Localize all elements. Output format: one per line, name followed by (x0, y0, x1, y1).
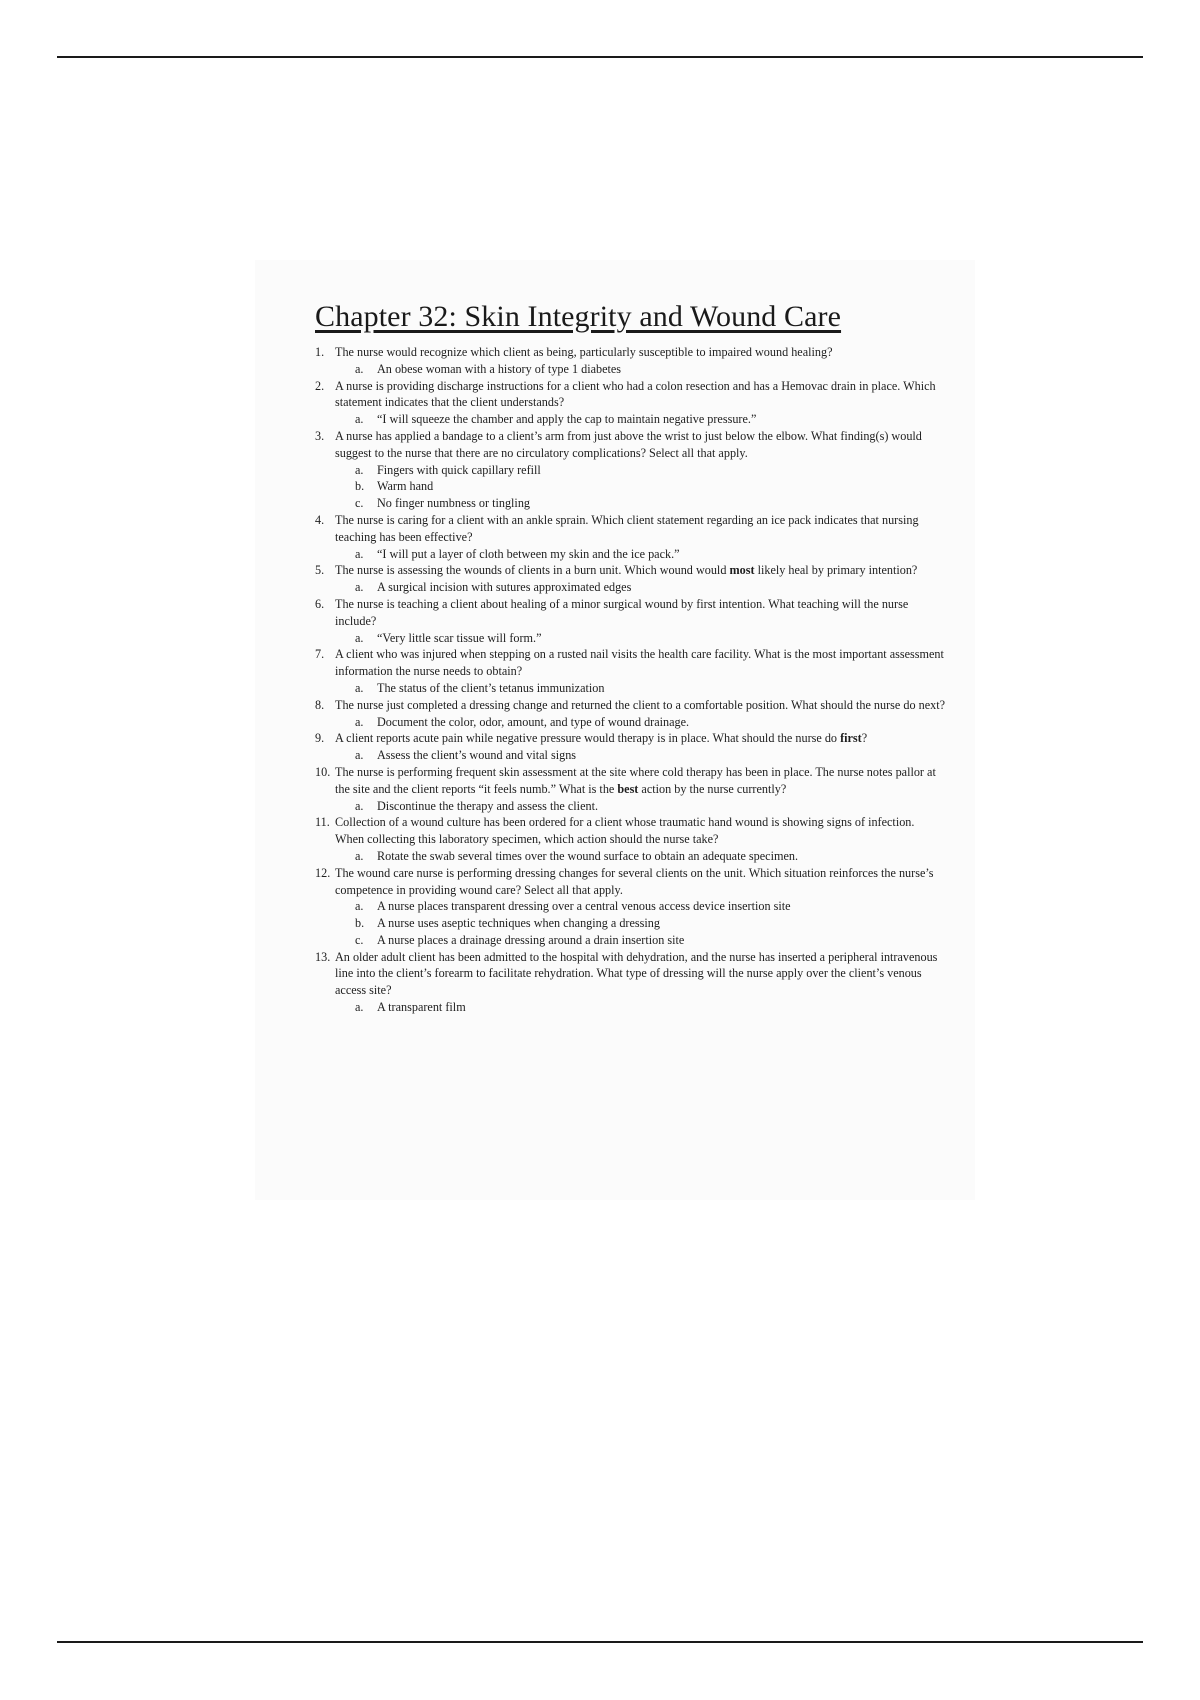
question-item (315, 730, 945, 764)
answer-item (355, 999, 945, 1016)
question-text: The nurse just completed a dressing change and returned the client to a comfortable position. What should the nurse do next? (335, 697, 945, 712)
answer-item (355, 680, 945, 697)
answer-text: A nurse places transparent dressing over a central venous access device insertion site (377, 899, 791, 914)
answer-text: Fingers with quick capillary refill (377, 462, 541, 477)
question-number: 10. (315, 764, 331, 779)
question-number: 12. (315, 865, 331, 880)
question-emphasis: first (840, 731, 862, 746)
question-text-part: The nurse is assessing the wounds of clients in a burn unit. Which wound would (335, 563, 730, 578)
answer-label: a. (355, 361, 364, 376)
answer-label: a. (355, 1000, 364, 1015)
question-text: The wound care nurse is performing dressing changes for several clients on the unit. Which situation reinforces the nurse’s competence in providing wound care? Select all that apply. (335, 865, 934, 897)
document-page-image (255, 260, 975, 1200)
answer-item (355, 915, 945, 932)
answer-label: c. (355, 496, 364, 511)
question-text-part: A client reports acute pain while negative pressure would therapy is in place. What should the nurse do (335, 731, 841, 746)
answer-label: a. (355, 412, 364, 427)
question-text-part: action by the nurse currently? (638, 781, 787, 796)
answer-item (355, 714, 945, 731)
answer-label: a. (355, 680, 364, 695)
question-text: The nurse would recognize which client as being, particularly susceptible to impaired wound healing? (335, 345, 833, 359)
question-number: 5. (315, 563, 325, 578)
question-item (315, 428, 945, 512)
question-text: A nurse has applied a bandage to a client’s arm from just above the wrist to just below the elbow. What finding(s) would suggest to the nurse that there are no circulatory complications? Select all that apply. (335, 428, 922, 460)
answer-text: Discontinue the therapy and assess the client. (377, 798, 599, 813)
question-text-part: ? (861, 731, 868, 746)
answer-text: A transparent film (377, 1000, 466, 1015)
answer-text: A nurse uses aseptic techniques when changing a dressing (377, 916, 660, 931)
question-text: A client who was injured when stepping on a rusted nail visits the health care facility. What is the most important assessment information the nurse needs to obtain? (335, 647, 944, 679)
answer-label: a. (355, 714, 364, 729)
answer-label: a. (355, 848, 364, 863)
answer-item (355, 361, 945, 378)
answer-label: a. (355, 798, 364, 813)
answer-list (335, 630, 945, 647)
question-item (315, 814, 945, 864)
answer-item (355, 579, 945, 596)
answer-item (355, 798, 945, 815)
answer-label: b. (355, 916, 365, 931)
answer-text: A nurse places a drainage dressing around a drain insertion site (377, 932, 685, 947)
answer-text: Warm hand (377, 479, 434, 494)
question-text-part: The nurse is performing frequent skin assessment at the site where cold therapy has been in place. The nurse notes pallor at the site and the client reports “it feels numb.” What is the (335, 764, 936, 796)
question-item (315, 697, 945, 731)
answer-text: No finger numbness or tingling (377, 496, 531, 511)
answer-label: a. (355, 462, 364, 477)
question-list (315, 344, 945, 1016)
answer-label: a. (355, 899, 364, 914)
question-text: A nurse is providing discharge instructions for a client who had a colon resection and has a Hemovac drain in place. Which statement indicates that the client understands? (335, 378, 936, 410)
answer-item (355, 462, 945, 479)
answer-text: A surgical incision with sutures approximated edges (377, 580, 632, 595)
answer-item (355, 478, 945, 495)
answer-item (355, 848, 945, 865)
answer-label: c. (355, 932, 364, 947)
question-text (335, 730, 945, 747)
question-number: 2. (315, 378, 325, 393)
answer-list (335, 411, 945, 428)
question-item (315, 344, 945, 378)
answer-text: “I will squeeze the chamber and apply the cap to maintain negative pressure.” (377, 412, 757, 427)
answer-item (355, 495, 945, 512)
question-text: The nurse is teaching a client about healing of a minor surgical wound by first intention. What teaching will the nurse include? (335, 596, 909, 628)
question-text (335, 764, 945, 798)
document-content (315, 300, 945, 1016)
question-item (315, 512, 945, 562)
answer-list (335, 999, 945, 1016)
answer-list (335, 546, 945, 563)
answer-label: a. (355, 580, 364, 595)
question-number: 7. (315, 647, 325, 662)
question-emphasis: most (729, 563, 755, 578)
answer-item (355, 898, 945, 915)
answer-text: Assess the client’s wound and vital signs (377, 748, 577, 763)
answer-list (335, 714, 945, 731)
answer-item (355, 747, 945, 764)
answer-list (335, 798, 945, 815)
answer-list (335, 898, 945, 948)
answer-list (335, 848, 945, 865)
question-text-part: likely heal by primary intention? (754, 563, 918, 578)
answer-label: b. (355, 479, 365, 494)
question-number: 6. (315, 596, 325, 611)
question-item (315, 949, 945, 1016)
question-number: 9. (315, 731, 325, 746)
answer-text: An obese woman with a history of type 1 diabetes (377, 361, 622, 376)
bottom-divider (57, 1641, 1143, 1643)
question-text: The nurse is caring for a client with an ankle sprain. Which client statement regarding an ice pack indicates that nursing teaching has been effective? (335, 512, 919, 544)
question-number: 11. (315, 815, 330, 830)
question-text: Collection of a wound culture has been ordered for a client whose traumatic hand wound is showing signs of infection. When collecting this laboratory specimen, which action should the nurse take? (335, 815, 915, 847)
question-item (315, 764, 945, 814)
answer-label: a. (355, 546, 364, 561)
answer-label: a. (355, 630, 364, 645)
answer-item (355, 546, 945, 563)
question-text: An older adult client has been admitted to the hospital with dehydration, and the nurse has inserted a peripheral intravenous line into the client’s forearm to facilitate rehydration. What type of dressing will the nurse apply over the client’s venous access site? (335, 949, 938, 998)
answer-list (335, 747, 945, 764)
answer-list (335, 462, 945, 512)
question-number: 3. (315, 428, 325, 443)
answer-text: Rotate the swab several times over the wound surface to obtain an adequate specimen. (377, 848, 798, 863)
question-item (315, 378, 945, 428)
answer-text: “Very little scar tissue will form.” (377, 630, 542, 645)
question-number: 13. (315, 949, 331, 964)
question-item (315, 646, 945, 696)
answer-item (355, 932, 945, 949)
answer-item (355, 411, 945, 428)
chapter-title: Chapter 32: Skin Integrity and Wound Care (315, 300, 842, 333)
answer-text: “I will put a layer of cloth between my skin and the ice pack.” (377, 546, 680, 561)
answer-text: The status of the client’s tetanus immunization (377, 680, 605, 695)
question-text (335, 562, 945, 579)
answer-list (335, 680, 945, 697)
question-item (315, 562, 945, 596)
question-number: 8. (315, 697, 325, 712)
question-emphasis: best (617, 781, 639, 796)
question-number: 1. (315, 345, 325, 359)
answer-text: Document the color, odor, amount, and type of wound drainage. (377, 714, 690, 729)
answer-list (335, 579, 945, 596)
question-item (315, 865, 945, 949)
question-item (315, 596, 945, 646)
answer-label: a. (355, 748, 364, 763)
answer-list (335, 361, 945, 378)
question-number: 4. (315, 512, 325, 527)
top-divider (57, 56, 1143, 58)
answer-item (355, 630, 945, 647)
